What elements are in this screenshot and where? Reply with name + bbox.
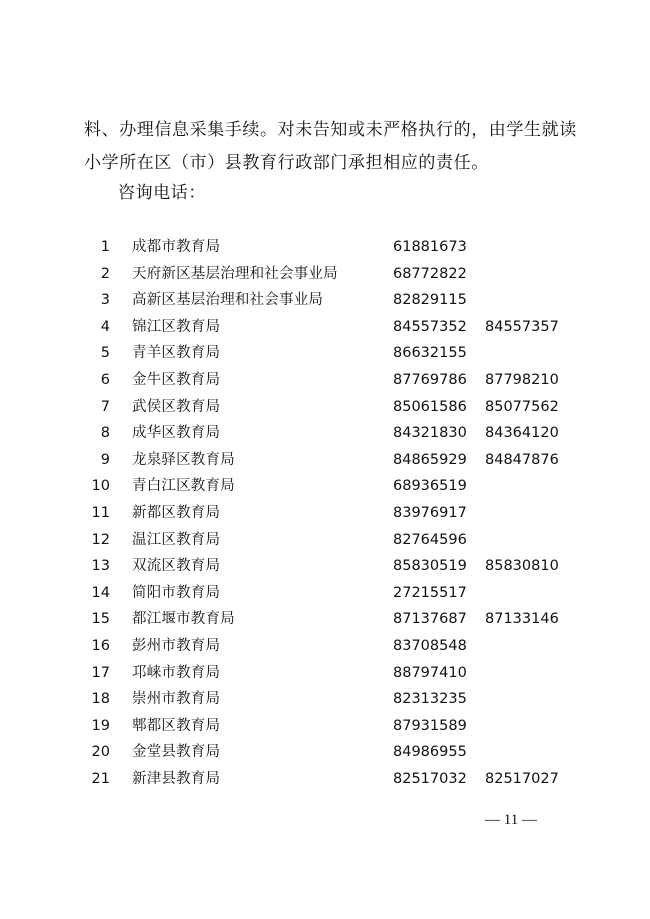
contact-phone-1: 84557352: [393, 318, 467, 335]
contact-number: 11: [91, 504, 110, 521]
contact-office-name: 邛崃市教育局: [132, 664, 221, 681]
contact-office-name: 新都区教育局: [132, 504, 221, 521]
contact-phone-1: 85830519: [393, 558, 467, 575]
contact-phone-1: 27215517: [393, 584, 467, 601]
contact-row: [0, 687, 650, 714]
contact-phone-2: 84847876: [485, 451, 559, 468]
contact-row: [0, 474, 650, 501]
contact-row: [0, 634, 650, 661]
contact-phone-1: 68936519: [393, 478, 467, 495]
contact-row: [0, 315, 650, 342]
contact-number: 19: [91, 717, 110, 734]
contact-number: 17: [91, 664, 110, 681]
contact-office-name: 新津县教育局: [132, 770, 221, 787]
contact-row: [0, 341, 650, 368]
contact-phone-1: 84986955: [393, 744, 467, 761]
contact-phone-1: 82517032: [393, 770, 467, 787]
paragraph-line-2: 小学所在区（市）县教育行政部门承担相应的责任。: [84, 153, 489, 173]
contact-number: 20: [91, 744, 110, 761]
contact-phone-1: 68772822: [393, 265, 467, 282]
contact-phone-1: 83708548: [393, 637, 467, 654]
contact-phone-1: 88797410: [393, 664, 467, 681]
contact-number: 9: [100, 451, 110, 468]
contact-number: 8: [100, 425, 110, 442]
contact-phone-2: 84557357: [485, 318, 559, 335]
contact-number: 6: [100, 371, 110, 388]
contact-number: 16: [91, 637, 110, 654]
contact-number: 4: [100, 318, 110, 335]
contact-phone-1: 83976917: [393, 504, 467, 521]
contact-office-name: 成都市教育局: [132, 239, 221, 255]
contact-row: [0, 368, 650, 395]
contact-office-name: 简阳市教育局: [132, 584, 221, 601]
contact-phone-2: 85830810: [485, 558, 559, 575]
contact-phone-1: 87931589: [393, 717, 467, 734]
contact-number: 1: [100, 239, 110, 255]
contact-office-name: 锦江区教育局: [132, 318, 221, 335]
contact-office-name: 成华区教育局: [132, 425, 221, 442]
contact-phone-2: 87133146: [485, 611, 559, 628]
contact-phone-2: 84364120: [485, 425, 559, 442]
contact-row: [0, 235, 650, 262]
contact-number: 10: [91, 478, 110, 495]
contact-heading: 咨询电话：: [118, 183, 206, 203]
contact-number: 15: [91, 611, 110, 628]
contact-phone-2: 85077562: [485, 398, 559, 415]
contact-phone-1: 84865929: [393, 451, 467, 468]
contact-row: [0, 740, 650, 767]
contact-office-name: 温江区教育局: [132, 531, 221, 548]
contact-row: [0, 528, 650, 555]
contact-number: 3: [100, 292, 110, 309]
contact-row: [0, 661, 650, 688]
contact-number: 7: [100, 398, 110, 415]
contact-phone-1: 87137687: [393, 611, 467, 628]
contact-row: [0, 767, 650, 794]
contact-number: 12: [91, 531, 110, 548]
contact-office-name: 彭州市教育局: [132, 637, 221, 654]
contact-phone-1: 87769786: [393, 371, 467, 388]
contact-phone-1: 85061586: [393, 398, 467, 415]
contact-row: [0, 607, 650, 634]
paragraph-line-1: 料、办理信息采集手续。对未告知或未严格执行的，由学生就读: [84, 120, 577, 140]
contact-number: 13: [91, 558, 110, 575]
contact-number: 14: [91, 584, 110, 601]
contact-row: [0, 288, 650, 315]
contact-office-name: 高新区基层治理和社会事业局: [132, 292, 324, 309]
page-number: — 11 —: [485, 812, 537, 828]
contact-office-name: 金堂县教育局: [132, 744, 221, 761]
contact-phone-1: 82829115: [393, 292, 467, 309]
contact-row: [0, 262, 650, 289]
contact-phone-1: 84321830: [393, 425, 467, 442]
contact-office-name: 崇州市教育局: [132, 691, 221, 708]
contact-row: [0, 448, 650, 475]
contact-number: 2: [100, 265, 110, 282]
contact-office-name: 青羊区教育局: [132, 345, 221, 362]
contact-number: 18: [91, 691, 110, 708]
contact-office-name: 金牛区教育局: [132, 371, 221, 388]
contact-row: [0, 581, 650, 608]
contact-phone-2: 82517027: [485, 770, 559, 787]
contact-office-name: 龙泉驿区教育局: [132, 451, 235, 468]
contact-office-name: 都江堰市教育局: [132, 611, 235, 628]
contact-phone-1: 82764596: [393, 531, 467, 548]
contact-list: [0, 235, 650, 793]
contact-office-name: 郫都区教育局: [132, 717, 221, 734]
contact-office-name: 双流区教育局: [132, 558, 221, 575]
contact-row: [0, 501, 650, 528]
contact-phone-1: 61881673: [393, 239, 467, 255]
contact-row: [0, 395, 650, 422]
contact-row: [0, 554, 650, 581]
contact-office-name: 天府新区基层治理和社会事业局: [132, 265, 338, 282]
contact-phone-1: 86632155: [393, 345, 467, 362]
contact-number: 5: [100, 345, 110, 362]
contact-number: 21: [91, 770, 110, 787]
contact-phone-2: 87798210: [485, 371, 559, 388]
contact-row: [0, 714, 650, 741]
contact-row: [0, 421, 650, 448]
contact-office-name: 青白江区教育局: [132, 478, 235, 495]
contact-office-name: 武侯区教育局: [132, 398, 221, 415]
contact-phone-1: 82313235: [393, 691, 467, 708]
